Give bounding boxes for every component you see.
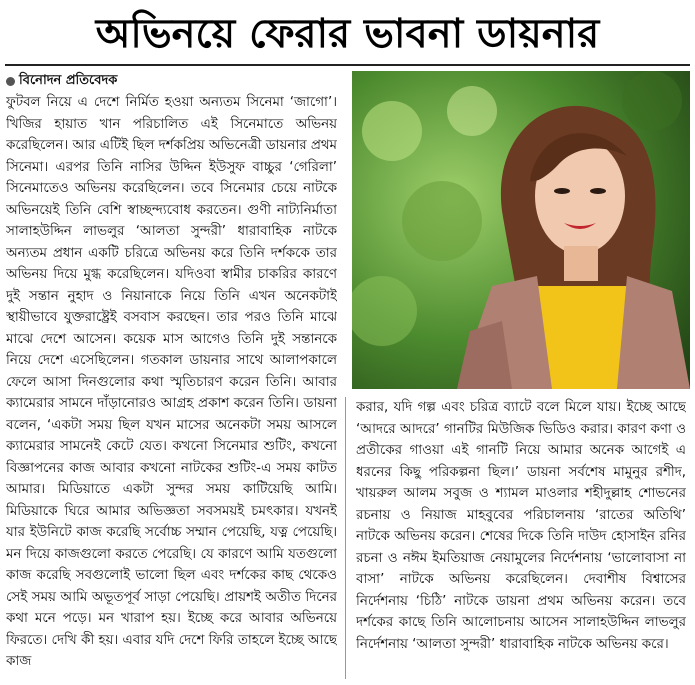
article-photo xyxy=(352,71,690,389)
bullet-icon xyxy=(6,77,15,86)
article-column-right xyxy=(356,397,686,681)
byline xyxy=(6,72,117,90)
headline: অভিনয়ে ফেরার ভাবনা ডায়নার xyxy=(95,11,600,57)
headline-rule xyxy=(5,64,690,66)
photo-illustration xyxy=(352,71,690,389)
column-divider xyxy=(345,397,346,679)
article-text-right: করার, যদি গল্প এবং চরিত্র ব্যাটে বলে মিলে যায়। ইচ্ছে আছে ‘আদরে আদরে’ গানটির মিউজিক ভিডিও করার। কারণ কণা ও প্রতীকের গাওয়া এই গানটি নিয়ে আমার অনেক আগেই এ ধরনের কিছু পরিকল্পনা ছিল।’ ডায়না সর্বশেষ মামুনুর রশীদ, খায়রুল আলম সবুজ ও শ্যামল মাওলার শহীদুল্লাহ শোভনের রচনায় ও নিয়াজ মাহবুবের পরিচালনায় ‘রাতের অতিথি’ নাটকে অভিনয় করেন। শেষের দিকে তিনি দাউদ হোসাইন রনির রচনা ও নঈম ইমতিয়াজ নেয়ামুলের নির্দেশনায় ‘ভালোবাসা না বাসা’ নাটকে অভিনয় করেছিলেন। দেবাশীষ বিশ্বাসের নির্দেশনায় ‘চিঠি’ নাটকে ডায়না প্রথম অভিনয় করেন। তবে দর্শকের কাছে তিনি আলোচনায় আসেন সালাহউদ্দিন লাভলুর নির্দেশনায় ‘আলতা সুন্দরী’ ধারাবাহিক নাটকে অভিনয় করে। xyxy=(356,400,686,652)
article-column-left xyxy=(6,92,337,680)
byline-text: বিনোদন প্রতিবেদক xyxy=(19,73,118,88)
article-text-left: ফুটবল নিয়ে এ দেশে নির্মিত হওয়া অন্যতম সিনেমা ‘জাগো’। খিজির হায়াত খান পরিচালিত এই সিনেমাতে অভিনয় করেছিলেন। আর এটিই ছিল দর্শকপ্রিয় অভিনেত্রী ডায়নার প্রথম সিনেমা। এরপর তিনি নাসির উদ্দিন ইউসুফ বাচ্চুর ‘গেরিলা’ সিনেমাতেও অভিনয় করেছিলেন। তবে সিনেমার চেয়ে নাটকে অভিনয়েই তিনি বেশি স্বাচ্ছন্দ্যবোধ করতেন। গুণী নাট্যনির্মাতা সালাহউদ্দিন লাভলুর ‘আলতা সুন্দরী’ ধারাবাহিক নাটকে অন্যতম প্রধান একটি চরিত্রে অভিনয় করে তিনি দর্শককে তার অভিনয় দিয়ে মুগ্ধ করেছিলেন। যদিওবা স্বামীর চাকরির কারণে দুই সন্তান নুহাদ ও নিয়ানাকে নিয়ে তিনি এখন অনেকটাই স্থায়ীভাবে যুক্তরাষ্ট্রেই বসবাস করছেন। তার পরও তিনি মাঝে মাঝে দেশে আসেন। কয়েক মাস আগেও তিনি দুই সন্তানকে নিয়ে দেশে এসেছিলেন। গতকাল ডায়নার সাথে আলাপকালে ফেলে আসা দিনগুলোর কথা স্মৃতিচারণ করেন তিনি। আবার ক্যামেরার সামনে দাঁড়ানোরও আগ্রহ প্রকাশ করেন তিনি। ডায়না বলেন, ‘একটা সময় ছিল যখন মাসের অনেকটা সময় আসলে ক্যামেরার সামনেই কেটে যেত। কখনো সিনেমার শুটিং, কখনো বিজ্ঞাপনের কাজ আবার কখনো নাটকের শুটিং-এ সময় কাটত আমার। মিডিয়াতে একটা সুন্দর সময় কাটিয়েছি আমি। মিডিয়াকে ঘিরে আমার অভিজ্ঞতা সবসময়ই চমৎকার। যখনই যার ইউনিটে কাজ করেছি সর্বোচ্চ সম্মান পেয়েছি, যত্ন পেয়েছি। মন দিয়ে কাজগুলো করতে পেরেছি। যে কারণে আমি যতগুলো কাজ করেছি সবগুলোই ভালো ছিল এবং দর্শকের কাছ থেকেও সেই সময় আমি অভূতপূর্ব সাড়া পেয়েছি। প্রায়শই অতীত দিনের কথা মনে পড়ে। মন খারাপ হয়। ইচ্ছে করে আবার অভিনয়ে ফিরতে। দেখি কী হয়। এবার যদি দেশে ফিরি তাহলে ইচ্ছে আছে কাজ xyxy=(6,95,337,669)
